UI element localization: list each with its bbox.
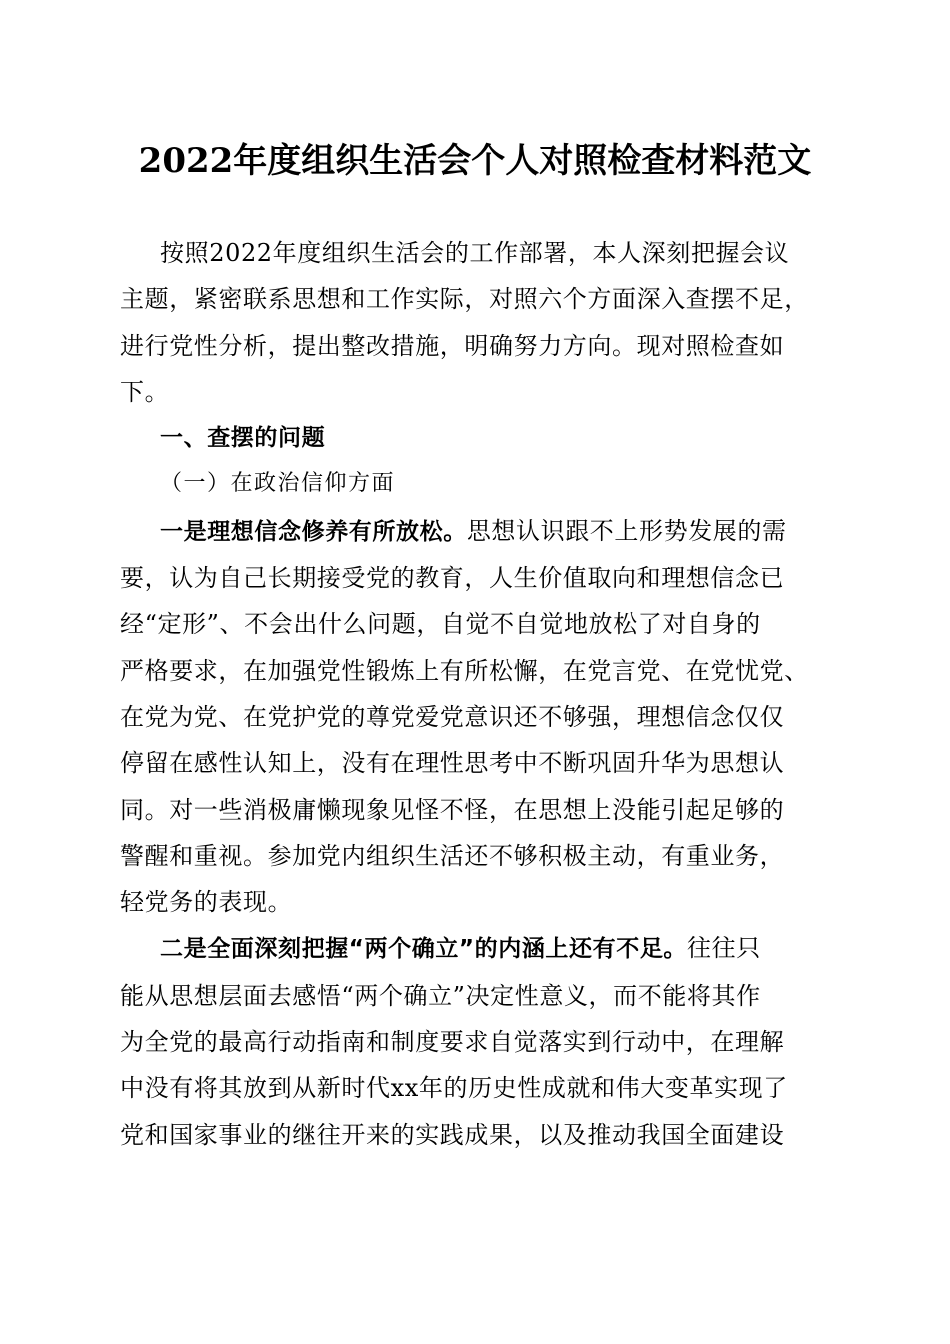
point-2-first-line — [120, 925, 830, 972]
point-2-paragraph — [120, 925, 830, 1157]
point-1-first-line-rest: 思想认识跟不上形势发展的需 — [466, 516, 787, 545]
document-title: 2022年度组织生活会个人对照检查材料范文 — [138, 141, 812, 181]
point-2-line: 为全党的最高行动指南和制度要求自觉落实到行动中，在理解 — [120, 1028, 785, 1057]
section-heading: 一、查摆的问题 — [160, 425, 326, 452]
point-1-lead: 一是理想信念修养有所放松。 — [160, 518, 467, 545]
intro-line: 按照2022年度组织生活会的工作部署，本人深刻把握会议 — [160, 239, 790, 267]
point-1-line: 要，认为自己长期接受党的教育，人生价值取向和理想信念已 — [120, 564, 785, 593]
intro-paragraph — [120, 230, 830, 415]
point-1-line: 停留在感性认知上，没有在理性思考中不断巩固升华为思想认 — [120, 749, 785, 778]
intro-line: 下。 — [120, 377, 170, 406]
point-1-line: 同。对一些消极庸懒现象见怪不怪，在思想上没能引起足够的 — [120, 795, 785, 824]
point-1-line: 在党为党、在党护党的尊党爱党意识还不够强，理想信念仅仅 — [120, 702, 785, 731]
point-1-line: 轻党务的表现。 — [120, 888, 293, 917]
point-2-line: 党和国家事业的继往开来的实践成果，以及推动我国全面建设 — [120, 1120, 785, 1149]
intro-line: 主题，紧密联系思想和工作实际，对照六个方面深入查摆不足， — [120, 285, 809, 314]
point-2-line: 中没有将其放到从新时代xx年的历史性成就和伟大变革实现了 — [120, 1074, 788, 1103]
point-2-first-line-rest: 往往只 — [687, 934, 761, 963]
subsection-heading: （一）在政治信仰方面 — [160, 471, 396, 497]
document-body — [120, 230, 830, 1158]
point-2-lead: 二是全面深刻把握“两个确立”的内涵上还有不足。 — [160, 936, 688, 963]
intro-line: 进行党性分析，提出整改措施，明确努力方向。现对照检查如 — [120, 331, 785, 360]
point-1-line: 警醒和重视。参加党内组织生活还不够积极主动，有重业务， — [120, 841, 785, 870]
point-1-paragraph — [120, 508, 830, 926]
point-1-line: 严格要求，在加强党性锻炼上有所松懈，在党言党、在党忧党、 — [120, 656, 809, 685]
point-1-first-line — [120, 508, 830, 555]
point-1-line: 经“定形”、不会出什么问题，自觉不自觉地放松了对自身的 — [120, 610, 761, 639]
point-2-line: 能从思想层面去感悟“两个确立”决定性意义，而不能将其作 — [120, 981, 761, 1010]
